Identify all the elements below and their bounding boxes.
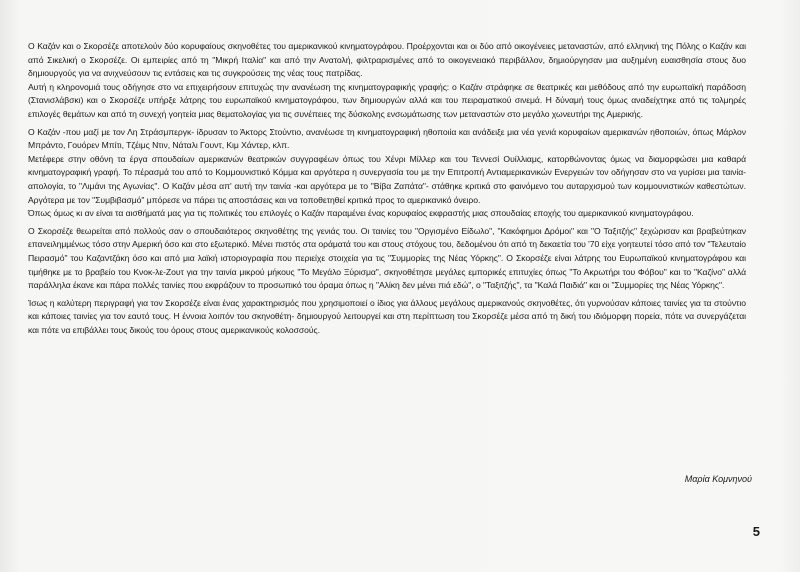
paragraph-7: Ίσως η καλύτερη περιγραφή για τον Σκορσέζε είναι ένας χαρακτηρισμός που χρησιμοποιεί ο ίδιος για άλλους μεγάλους αμερικανούς σκηνοθέτες, ότι γυρνούσαν κάποιες ταινίες για τα στούντιο και κάποιες ταινίες για τον εαυτό τους. Η έννοια λοιπόν του σκηνοθέτη- δημιουργού λειτουργεί και στη περίπτωση του Σκορσέζε μέσα από τη δική του ιδιόμορφη πορεία, πότε να συνεργάζεται και πότε να επιβάλλει τους δικούς του όρους στους αμερικανικούς κολοσσούς.	[28, 297, 746, 335]
paragraph-2: Αυτή η κληρονομιά τους οδήγησε στο να επιχειρήσουν επιτυχώς την ανανέωση της κινηματογραφικής γραφής: ο Καζάν στράφηκε σε θεατρικές και μεθόδους από την ευρωπαϊκή παράδοση (Στανισλάβσκι) και ο Σκορσέζε υπήρξε λάτρης του ευρωπαϊκού κινηματογράφου, των δημιουργών αλλά και του πειραματικού σινεμά. Η δύναμή τους όμως αναδείχτηκε από τις τολμηρές επιλογές θεμάτων και από τη συνεχή γοητεία μιας θεματολογίας για τις συνέπειες της δύσκολης ενσωμάτωσης των μεταναστών στο μεγάλο χωνευτήρι της Αμερικής.	[28, 81, 746, 119]
paragraph-5: Όπως όμως κι αν είναι τα αισθήματά μας για τις πολιτικές του επιλογές ο Καζάν παραμένει ένας κορυφαίος εκφραστής μιας σπουδαίας εποχής του αμερικανικού κινηματογράφου.	[28, 208, 694, 219]
paragraph-3: Ο Καζάν -που μαζί με τον Λη Στράσμπεργκ- ίδρυσαν το Άκτορς Στούντιο, ανανέωσε τη κινηματογραφική ηθοποιία και ανάδειξε μια νέα γενιά κορυφαίων αμερικανών ηθοποιών, όπως Μάρλον Μπράντο, Γουόρεν Μπίτι, Τζέιμς Ντιν, Νάταλι Γουντ, Κιμ Χάντερ, κλπ.	[28, 126, 746, 151]
paragraph-4: Μετέφερε στην οθόνη τα έργα σπουδαίων αμερικανών θεατρικών συγγραφέων όπως του Χένρι Μίλλερ και του Τεννεσί Ουίλλιαμς, κατορθώνοντας όμως να διαμορφώσει μια καθαρά κινηματογραφική γραφή. Το πέρασμά του από το Κομμουνιστικό Κόμμα και αργότερα η συνεργασία του με την Επιτροπή Αντιαμερικανικών Ενεργειών τον οδήγησαν στο να γυρίσει μια ταινία-απολογία, το "Λιμάνι της Αγωνίας". Ο Καζάν μέσα απ' αυτή την ταινία -και αργότερα με το "Βίβα Ζαπάτα"- στάθηκε κριτικά στο φαινόμενο του αυταρχισμού των κομμουνιστικών καθεστώτων. Αργότερα με τον "Συμβιβασμό" μπόρεσε να πάρει τις αποστάσεις και να τοποθετηθεί κριτικά προς το αμερικανικό όνειρο.	[28, 153, 746, 205]
paragraph-6: Ο Σκορσέζε θεωρείται από πολλούς σαν ο σπουδαιότερος σκηνοθέτης της γενιάς του. Οι ταινίες του "Οργισμένο Είδωλο", "Κακόφημοι Δρόμοι" και "Ο Ταξιτζής" ξεχώρισαν και βραβεύτηκαν επανειλημμένως τόσο στην Αμερική όσο και στο εξωτερικό. Μένει πιστός στα οράματά του και στους στόχους του, δεδομένου ότι από τη δεκαετία του '70 είχε γοητευτεί τόσο από τον "Τελευταίο Πειρασμό" του Καζαντζάκη όσο και από μια λαϊκή ιστοριογραφία που περιείχε στοιχεία για τις "Συμμορίες της Νέας Υόρκης". Ο Σκορσέζε είναι λάτρης του Ευρωπαϊκού κινηματογράφου και τιμήθηκε με το βραβείο του Κνοκ-λε-Ζουτ για την ταινία μικρού μήκους "Το Μεγάλο Ξύρισμα", σκηνοθέτησε μεγάλες εμπορικές επιτυχίες όπως "Το Ακρωτήρι του Φόβου" και το "Καζίνο" αλλά παράλληλα έκανε και πάρα πολλές ταινίες που εκφράζουν το προσωπικό του όραμα όπως η "Αλίκη δεν μένει πιά εδώ", ο "Ταξιτζής", τα "Καλά Παιδιά" και οι "Συμμορίες της Νέας Υόρκης".	[28, 225, 746, 291]
paragraph-1: Ο Καζάν και ο Σκορσέζε αποτελούν δύο κορυφαίους σκηνοθέτες του αμερικανικού κινηματογράφου. Προέρχονται και οι δύο από οικογένειες μεταναστών, από ελληνική της Πόλης ο Καζάν και από Σικελική ο Σκορσέζε. Οι εμπειρίες από τη "Μικρή Ιταλία" και από την Ανατολή, φιλτραρισμένες από το οικογενειακό περιβάλλον, δημιούργησαν μια αυξημένη ευαισθησία στους δυο δημιουργούς για να ανιχνεύσουν τις εντάσεις και τις συγκρούσεις της νέας τους πατρίδας.	[28, 41, 746, 79]
page-number: 5	[752, 524, 760, 539]
article-body	[28, 40, 746, 337]
author-signature: Μαρία Κομνηνού	[684, 474, 752, 484]
